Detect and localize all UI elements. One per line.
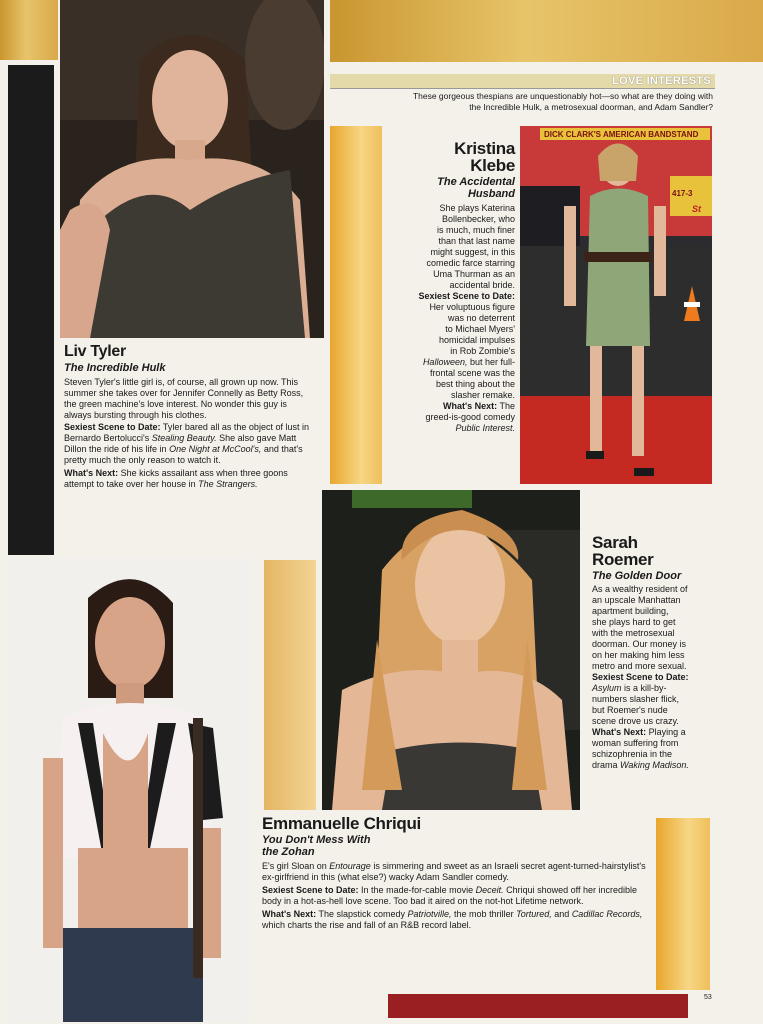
kristina-role-line1: The Accidental xyxy=(437,176,515,188)
emmanuelle-role-line2: the Zohan xyxy=(262,846,315,858)
sarah-bio: As a wealthy resident of an upscale Manhattan apartment building, she plays hard to get with the metrosexual doorman. Our money is on her making him less metro and more sexual. xyxy=(592,584,688,671)
kristina-klebe-photo xyxy=(520,126,712,484)
kristina-role-line2: Husband xyxy=(467,188,515,200)
kristina-bio: She plays Katerina Bollenbecker, who is much, much finer than that last name might suggest, in this comedic farce starring Uma Thurman as an accidental bride. xyxy=(426,203,515,290)
emmanuelle-chriqui-photo xyxy=(8,558,250,1022)
emmanuelle-name: Emmanuelle Chriqui xyxy=(262,814,421,833)
emmanuelle-chriqui-block xyxy=(262,815,646,931)
left-black-bar xyxy=(8,65,54,555)
liv-tyler-role: The Incredible Hulk xyxy=(64,362,166,374)
banner-phone: 417-3 xyxy=(672,189,693,198)
sarah-roemer-photo xyxy=(322,490,580,810)
emmanuelle-sexiest: Sexiest Scene to Date: In the made-for-cable movie Deceit. Chriqui showed off her incredible body in a hot-as-hell love scene. Too bad it aired on the not-hot Lifetime network. xyxy=(262,885,638,906)
kristina-sexiest: Sexiest Scene to Date: Her voluptuous figure was no deterrent to Michael Myers' homicidal impulses in Rob Zombie's Halloween, but her full- frontal scene was the best thing about the slasher remake. xyxy=(418,291,515,400)
kristina-klebe-block xyxy=(388,140,515,434)
sarah-name-line1: Sarah xyxy=(592,533,638,552)
section-title: LOVE INTERESTS xyxy=(612,75,711,87)
section-intro: These gorgeous thespians are unquestionably hot—so what are they doing with the Incredible Hulk, a metrosexual doorman, and Adam Sandler? xyxy=(412,91,713,112)
sarah-roemer-block xyxy=(592,534,714,771)
kristina-name-line1: Kristina xyxy=(454,139,515,158)
liv-tyler-photo xyxy=(60,0,324,338)
sarah-role: The Golden Door xyxy=(592,570,682,582)
liv-tyler-name: Liv Tyler xyxy=(64,343,126,360)
bottom-red-bar xyxy=(388,994,688,1018)
liv-tyler-next: What's Next: She kicks assailant ass when three goons attempt to take over her house in The Strangers. xyxy=(64,468,288,489)
emmanuelle-bio: E's girl Sloan on Entourage is simmering and sweet as an Israeli secret agent-turned-hairstylist's ex-girlfriend in this (what else?) wacky Adam Sandler comedy. xyxy=(262,861,646,882)
page-number: 53 xyxy=(704,994,712,1001)
emmanuelle-role-line1: You Don't Mess With xyxy=(262,834,371,846)
top-left-gold-bar xyxy=(0,0,58,60)
kristina-name-line2: Klebe xyxy=(470,156,515,175)
right-gold-block xyxy=(656,818,710,990)
mid-gold-block xyxy=(264,560,316,810)
sarah-sexiest: Sexiest Scene to Date: Asylum is a kill-by- numbers slasher flick, but Roemer's nude scene drove us crazy. xyxy=(592,672,689,726)
liv-tyler-block xyxy=(64,344,316,490)
liv-tyler-sexiest: Sexiest Scene to Date: Tyler bared all as the object of lust in Bernardo Bertolucci's Stealing Beauty. She also gave Matt Dillon the ride of his life in One Night at McCool's, and that's pretty much the only reason to watch it. xyxy=(64,422,309,465)
sarah-next: What's Next: Playing a woman suffering from schizophrenia in the drama Waking Madison. xyxy=(592,727,689,770)
section-header xyxy=(330,74,715,89)
banner-text: DICK CLARK'S AMERICAN BANDSTAND xyxy=(544,130,699,139)
liv-tyler-bio: Steven Tyler's little girl is, of course, all grown up now. This summer she takes over for Jennifer Connelly as Betty Ross, the green machine's love interest. No wonder this guy is always bursting through his clothes. xyxy=(64,377,304,420)
kristina-gold-stripe xyxy=(330,126,382,484)
banner-tail: St xyxy=(692,204,701,214)
top-right-gold-bar xyxy=(330,0,763,62)
emmanuelle-next: What's Next: The slapstick comedy Patriotville, the mob thriller Tortured, and Cadillac Records, which charts the rise and fall of an R&B record label. xyxy=(262,909,643,930)
sarah-name-line2: Roemer xyxy=(592,550,654,569)
kristina-next: What's Next: The greed-is-good comedy Public Interest. xyxy=(425,401,515,433)
